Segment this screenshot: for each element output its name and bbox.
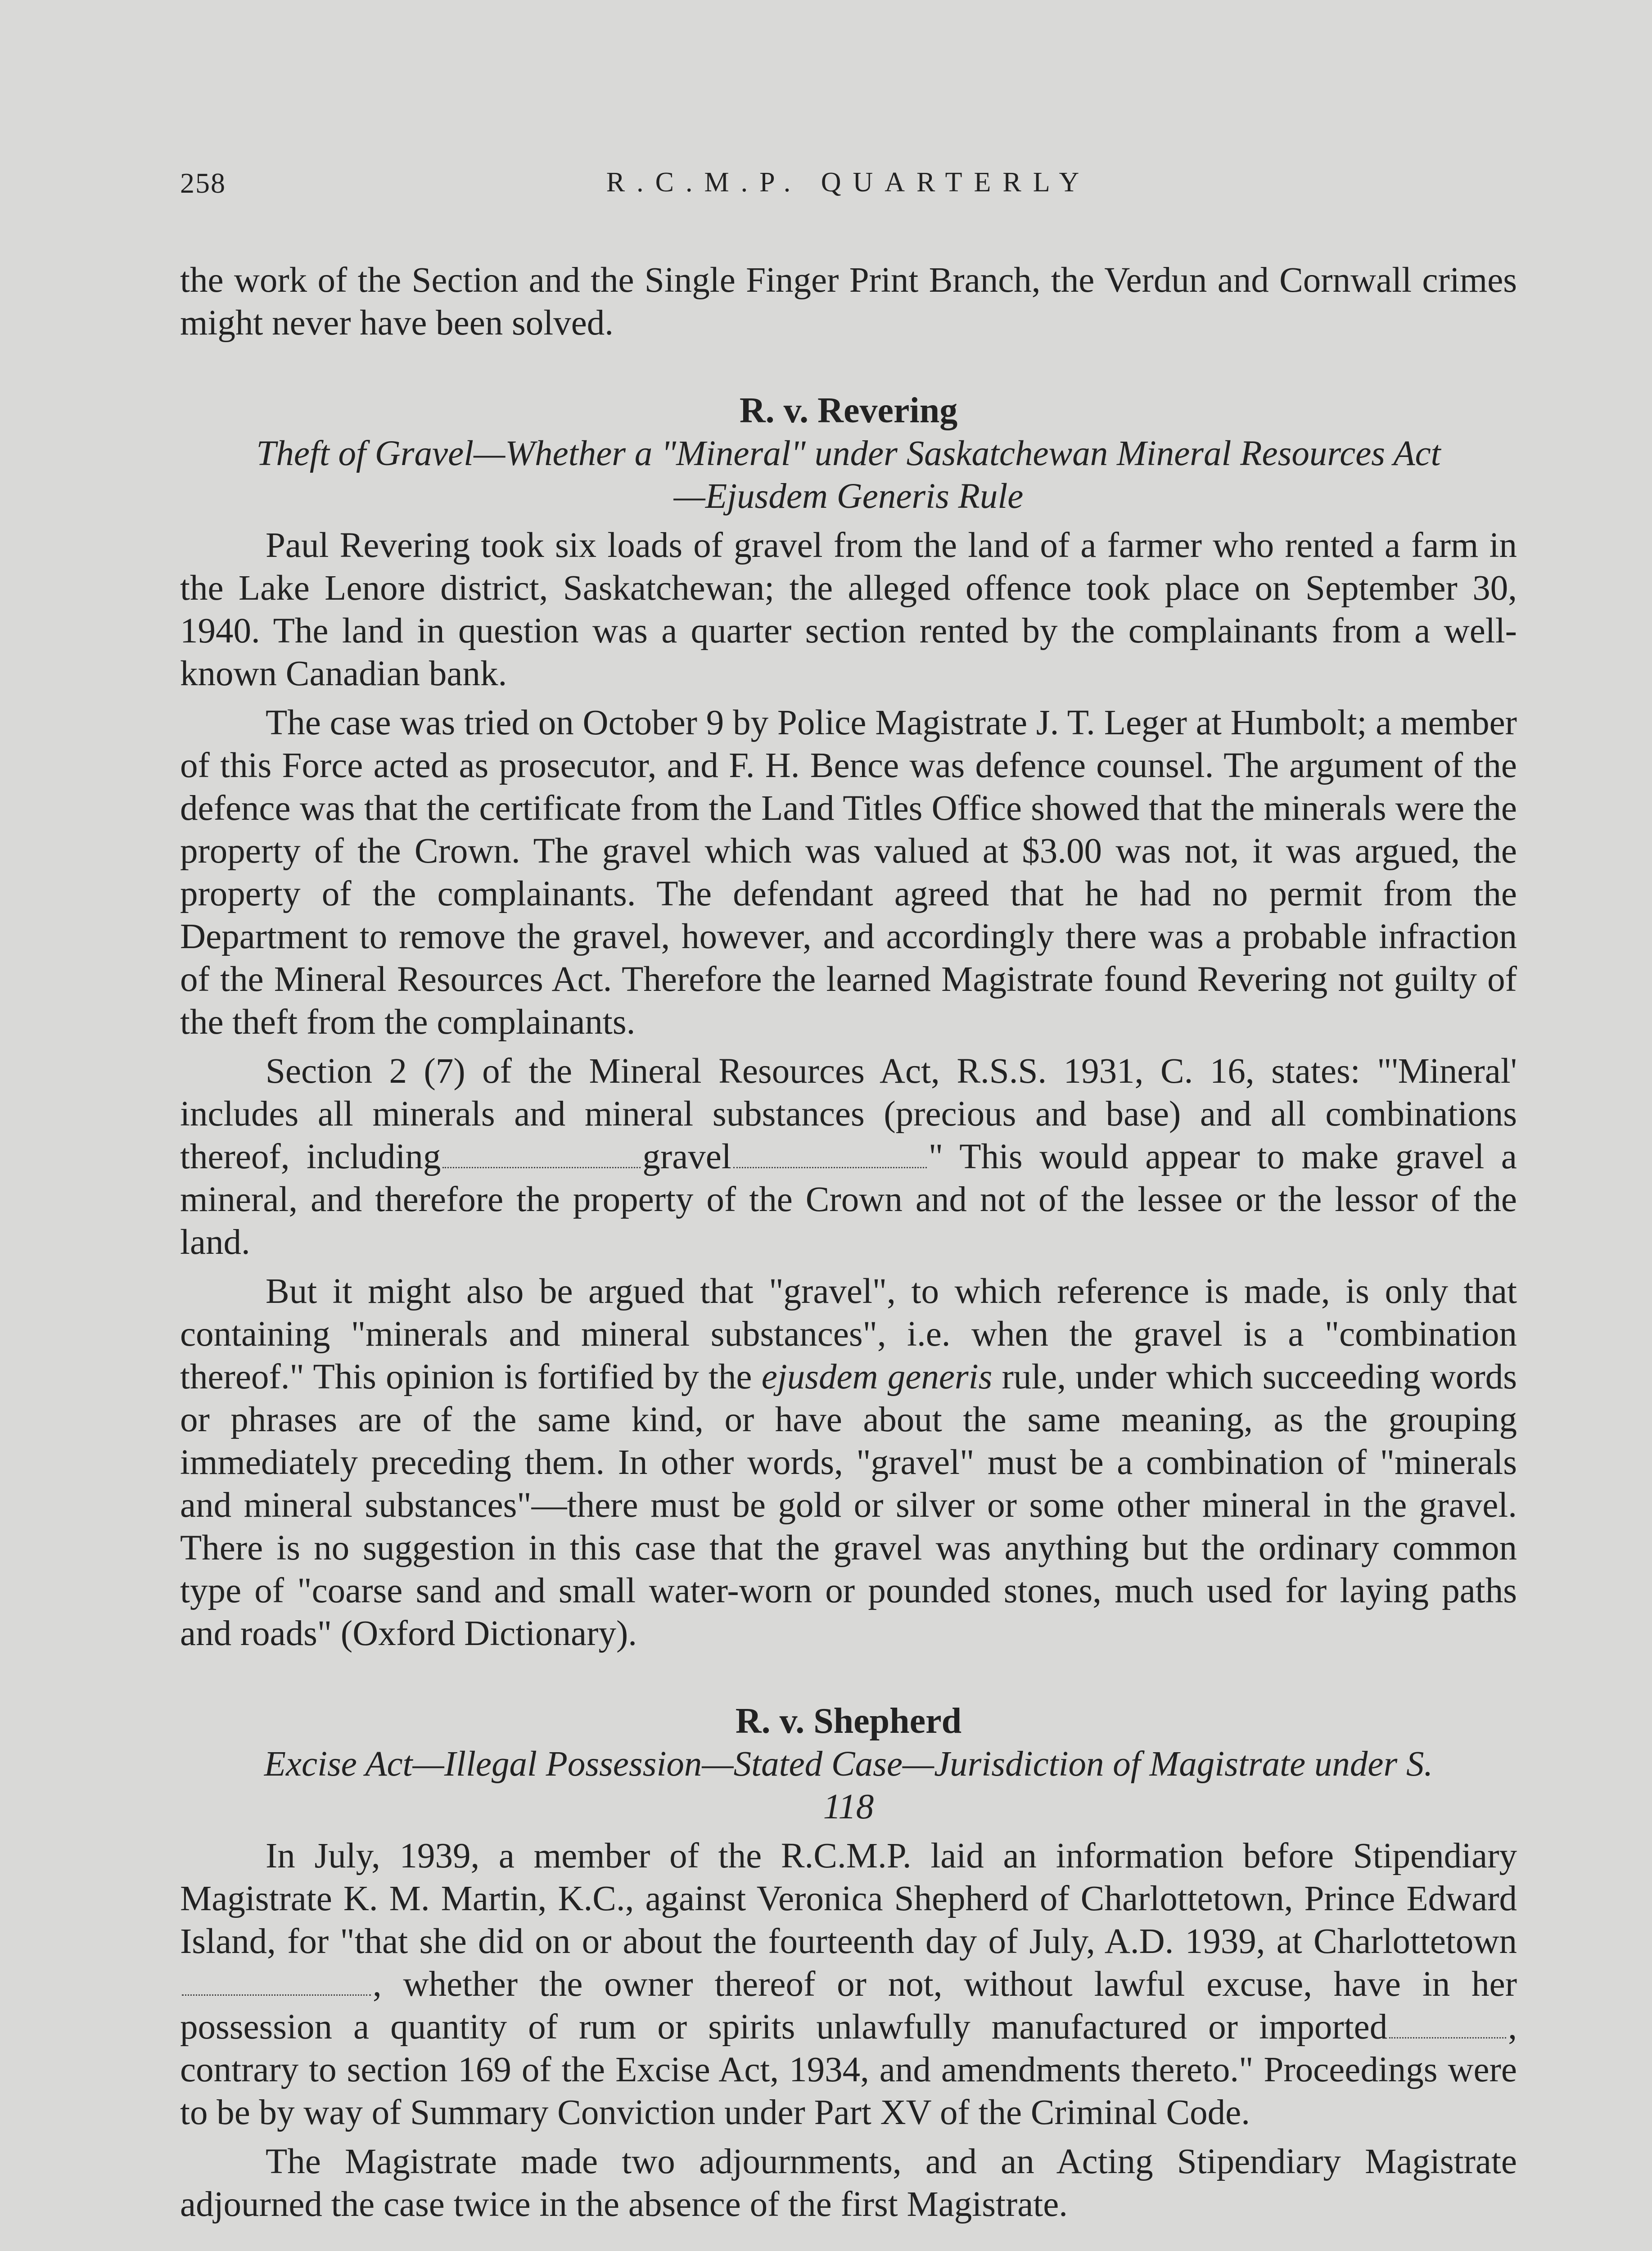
case-subtitle-revering: Theft of Gravel—Whether a "Mineral" under Saskatchewan Mineral Resources Act—Ejusdem Generis Rule [256,434,1441,516]
ellipsis-leader [442,1158,641,1168]
ellipsis-leader [1389,2028,1506,2039]
shepherd-paragraph-1 [180,1835,1517,2134]
revering-paragraph-4 [180,1270,1517,1655]
revering-p3-text-b: gravel [642,1137,731,1176]
shepherd-p1-text-c: , contrary to section 169 of the Excise Act, 1934, and amendments thereto." Proceedings were to be by way of Summary Conviction under Part XV of the Criminal Code. [180,2007,1517,2132]
revering-paragraph-1: Paul Revering took six loads of gravel from the land of a farmer who rented a farm in the Lake Lenore district, Saskatchewan; the alleged offence took place on September 30, 1940. The land in question was a quarter section rented by the complainants from a well-known Canadian bank. [180,526,1517,693]
ellipsis-leader [182,1985,371,1996]
revering-p4-text-a: But it might also be argued that "gravel", to which reference is made, is only that containing "minerals and mineral substances", i.e. when the gravel is a "combination thereof." This opinion is fortified by the [180,1272,1517,1397]
revering-p3-text-c: " This would appear to make gravel a mineral, and therefore the property of the Crown and not of the lessee or the lessor of the land. [180,1137,1517,1262]
case-heading-shepherd: R. v. Shepherd [735,1701,962,1741]
revering-p4-text-b: rule, under which succeeding words or phrases are of the same kind, or have about the same meaning, as the grouping immediately preceding them. In other words, "gravel" must be a combination of "minerals and mineral substances"—there must be gold or silver or some other mineral in the gravel. There is no suggestion in this case that the gravel was anything but the ordinary common type of "coarse sand and small water-worn or pounded stones, much used for laying paths and roads" (Oxford Dictionary). [180,1357,1517,1653]
revering-paragraph-3 [180,1050,1517,1264]
case-heading-revering: R. v. Revering [739,391,958,430]
shepherd-subtitle-a: Excise Act—Illegal Possession—Stated Case—Jurisdiction of Magistrate under [264,1745,1398,1784]
case-subtitle-shepherd [241,1743,1456,1828]
running-title: R.C.M.P. QUARTERLY [606,167,1091,198]
page-header [180,167,1517,207]
shepherd-p1-text-a: In July, 1939, a member of the R.C.M.P. laid an information before Stipendiary Magistrate K. M. Martin, K.C., against Veronica Shepherd of Charlottetown, Prince Edward Island, for "that she did on or about the fourteenth day of July, A.D. 1939, at Charlottetown [180,1836,1517,1961]
revering-p3-text-a: Section 2 (7) of the Mineral Resources Act, R.S.S. 1931, C. 16, states: "'Mineral' includes all minerals and mineral substances (precious and base) and all combinations thereof, including [180,1052,1517,1176]
revering-p4-latin-term: ejusdem generis [761,1357,993,1397]
ellipsis-leader [733,1158,927,1168]
article-body [180,259,1517,2232]
shepherd-p1-text-b: , whether the owner thereof or not, without lawful excuse, have in her possession a quantity of rum or spirits unlawfully manufactured or imported [180,1965,1517,2047]
shepherd-paragraph-2: The Magistrate made two adjournments, and an Acting Stipendiary Magistrate adjourned the case twice in the absence of the first Magistrate. [180,2142,1517,2224]
page-number: 258 [180,167,226,199]
revering-paragraph-2: The case was tried on October 9 by Police Magistrate J. T. Leger at Humbolt; a member of this Force acted as prosecutor, and F. H. Bence was defence counsel. The argument of the defence was that the certificate from the Land Titles Office showed that the minerals were the property of the Crown. The gravel which was valued at $3.00 was not, it was argued, the property of the complainants. The defendant agreed that he had no permit from the Department to remove the gravel, however, and accordingly there was a probable infraction of the Mineral Resources Act. Therefore the learned Magistrate found Revering not guilty of the theft from the complainants. [180,703,1517,1042]
intro-paragraph: the work of the Section and the Single Finger Print Branch, the Verdun and Cornwall crimes might never have been solved. [180,261,1517,343]
shepherd-subtitle-b: S. 118 [823,1745,1433,1826]
